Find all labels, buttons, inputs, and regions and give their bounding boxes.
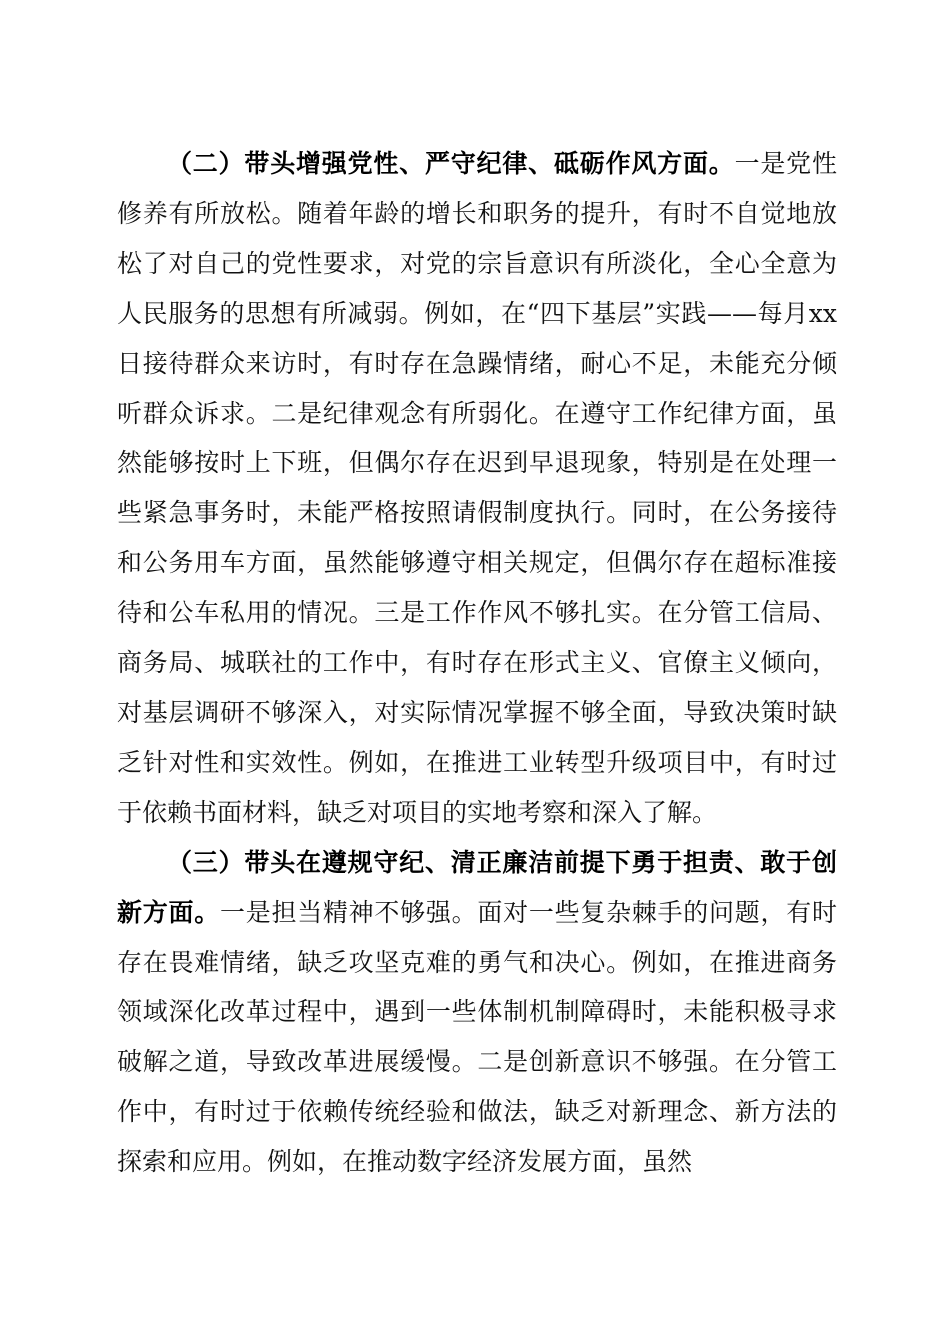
paragraph-body-three: 一是担当精神不够强。面对一些复杂棘手的问题，有时存在畏难情绪，缺乏攻坚克难的勇气和决心。例如，在推进商务领域深化改革过程中，遇到一些体制机制障碍时，未能积极寻求破解之道，导致改革进展缓慢。二是创新意识不够强。在分管工作中，有时过于依赖传统经验和做法，缺乏对新理念、新方法的探索和应用。例如，在推动数字经济发展方面，虽然 (117, 897, 837, 1177)
paragraph-responsibility-innovation (117, 838, 837, 1187)
section-heading-three: （三）带头在遵规守纪、清正廉洁前提下勇于担责、敢于创新方面。 (117, 847, 837, 927)
paragraph-discipline-style (117, 139, 837, 838)
document-page (117, 139, 837, 1187)
paragraph-body-two: 一是党性修养有所放松。随着年龄的增长和职务的提升，有时不自觉地放松了对自己的党性要求，对党的宗旨意识有所淡化，全心全意为人民服务的思想有所减弱。例如，在“四下基层”实践——每月xx日接待群众来访时，有时存在急躁情绪，耐心不足，未能充分倾听群众诉求。二是纪律观念有所弱化。在遵守工作纪律方面，虽然能够按时上下班，但偶尔存在迟到早退现象，特别是在处理一些紧急事务时，未能严格按照请假制度执行。同时，在公务接待和公务用车方面，虽然能够遵守相关规定，但偶尔存在超标准接待和公车私用的情况。三是工作作风不够扎实。在分管工信局、商务局、城联社的工作中，有时存在形式主义、官僚主义倾向，对基层调研不够深入，对实际情况掌握不够全面，导致决策时缺乏针对性和实效性。例如，在推进工业转型升级项目中，有时过于依赖书面材料，缺乏对项目的实地考察和深入了解。 (117, 149, 837, 827)
section-heading-two: （二）带头增强党性、严守纪律、砥砺作风方面。 (167, 149, 735, 178)
